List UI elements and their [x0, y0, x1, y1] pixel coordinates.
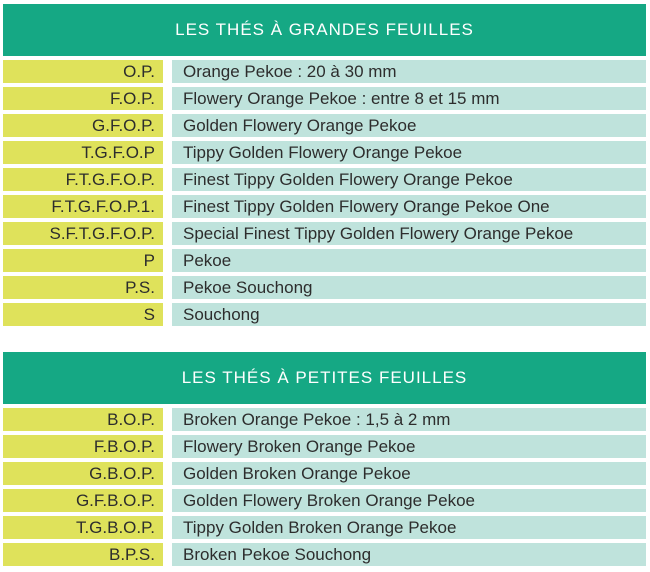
grade-description: Orange Pekoe : 20 à 30 mm [172, 60, 646, 83]
grade-code: P [3, 249, 163, 272]
grade-row [3, 276, 646, 299]
grade-row [3, 303, 646, 326]
grade-row [3, 462, 646, 485]
grade-description: Pekoe [172, 249, 646, 272]
grade-code: F.O.P. [3, 87, 163, 110]
grade-description: Golden Flowery Broken Orange Pekoe [172, 489, 646, 512]
grade-row [3, 543, 646, 566]
grade-code: G.F.B.O.P. [3, 489, 163, 512]
grade-row [3, 435, 646, 458]
section-title: LES THÉS À PETITES FEUILLES [181, 368, 468, 387]
grade-description: Tippy Golden Flowery Orange Pekoe [172, 141, 646, 164]
grade-description: Golden Broken Orange Pekoe [172, 462, 646, 485]
grade-code: F.B.O.P. [3, 435, 163, 458]
grade-row [3, 168, 646, 191]
grade-code: B.P.S. [3, 543, 163, 566]
grade-row [3, 87, 646, 110]
grade-code: F.T.G.F.O.P.1. [3, 195, 163, 218]
grade-code: F.T.G.F.O.P. [3, 168, 163, 191]
section-title: LES THÉS À GRANDES FEUILLES [175, 20, 474, 39]
section-header-large-leaves [3, 4, 646, 56]
grade-row [3, 516, 646, 539]
grade-code: T.G.F.O.P [3, 141, 163, 164]
grade-description: Flowery Orange Pekoe : entre 8 et 15 mm [172, 87, 646, 110]
grade-description: Broken Orange Pekoe : 1,5 à 2 mm [172, 408, 646, 431]
grade-code: O.P. [3, 60, 163, 83]
grade-code: T.G.B.O.P. [3, 516, 163, 539]
grade-description: Golden Flowery Orange Pekoe [172, 114, 646, 137]
grade-description: Special Finest Tippy Golden Flowery Orange Pekoe [172, 222, 646, 245]
grade-row [3, 141, 646, 164]
grade-description: Pekoe Souchong [172, 276, 646, 299]
grade-code: S [3, 303, 163, 326]
grade-code: S.F.T.G.F.O.P. [3, 222, 163, 245]
grade-code: B.O.P. [3, 408, 163, 431]
grade-row [3, 60, 646, 83]
grade-list-small-leaves [3, 408, 646, 570]
grade-code: P.S. [3, 276, 163, 299]
grade-description: Tippy Golden Broken Orange Pekoe [172, 516, 646, 539]
grade-description: Finest Tippy Golden Flowery Orange Pekoe [172, 168, 646, 191]
grade-list-large-leaves [3, 60, 646, 330]
grade-code: G.B.O.P. [3, 462, 163, 485]
grade-description: Flowery Broken Orange Pekoe [172, 435, 646, 458]
grade-row [3, 408, 646, 431]
grade-row [3, 249, 646, 272]
grade-description: Broken Pekoe Souchong [172, 543, 646, 566]
grade-row [3, 195, 646, 218]
grade-row [3, 114, 646, 137]
grade-description: Finest Tippy Golden Flowery Orange Pekoe One [172, 195, 646, 218]
grade-code: G.F.O.P. [3, 114, 163, 137]
grade-row [3, 222, 646, 245]
grade-row [3, 489, 646, 512]
section-header-small-leaves [3, 352, 646, 404]
grade-description: Souchong [172, 303, 646, 326]
